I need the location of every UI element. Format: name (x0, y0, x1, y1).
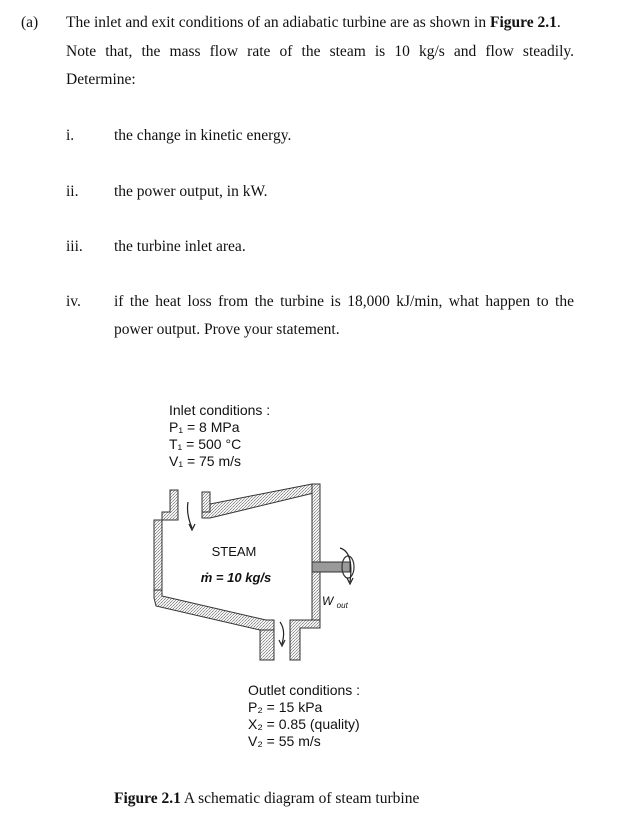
casing-left-wall (154, 520, 162, 590)
inlet-heading: Inlet conditions : (169, 402, 271, 418)
part-text-ii: the power output, in kW. (114, 183, 268, 200)
inlet-pressure: P₁ = 8 MPa (169, 419, 240, 435)
part-number-ii: ii. (66, 183, 79, 200)
work-symbol: W (322, 594, 334, 608)
part-text-iv-line-1: if the heat loss from the turbine is 18,000 kJ/min, what happen to the (114, 293, 574, 310)
inlet-temperature: T₁ = 500 °C (169, 436, 242, 452)
inlet-pipe-left-wall (162, 490, 178, 520)
outlet-pipe-left-wall (260, 630, 274, 660)
part-number-iii: iii. (66, 238, 83, 255)
work-output-label (322, 594, 349, 610)
question-label: (a) (21, 14, 39, 31)
turbine-diagram (140, 470, 380, 670)
mass-flow-label: ṁ = 10 kg/s (200, 570, 272, 585)
outlet-quality: X₂ = 0.85 (quality) (248, 716, 360, 732)
intro-line-2: Note that, the mass flow rate of the steam is 10 kg/s and flow steadily. (66, 43, 574, 60)
casing-top-wall (202, 484, 318, 518)
inlet-pipe-right-wall (202, 492, 210, 512)
part-text-i: the change in kinetic energy. (114, 127, 292, 144)
figure-caption (114, 790, 419, 808)
intro-line-1 (66, 14, 561, 32)
part-text-iv-line-2: power output. Prove your statement. (114, 321, 340, 338)
outlet-conditions (248, 682, 360, 750)
outlet-pipe-right-wall (290, 620, 320, 660)
casing-bottom-wall (154, 590, 274, 630)
output-shaft (312, 562, 350, 572)
intro-line-3: Determine: (66, 71, 136, 88)
outlet-velocity: V₂ = 55 m/s (248, 733, 321, 749)
outlet-pressure: P₂ = 15 kPa (248, 699, 323, 715)
inlet-velocity: V₁ = 75 m/s (169, 453, 242, 469)
steam-label: STEAM (211, 544, 257, 559)
inlet-conditions (169, 402, 270, 470)
outlet-flow-arrow (280, 622, 284, 644)
work-subscript: out (336, 601, 348, 610)
casing-right-wall (312, 484, 320, 620)
caption-text: A schematic diagram of steam turbine (180, 790, 420, 807)
outlet-heading: Outlet conditions : (248, 682, 361, 698)
part-number-iv: iv. (66, 293, 81, 310)
intro-line-1-pre: The inlet and exit conditions of an adiabatic turbine are as shown in (66, 14, 490, 31)
figure-reference: Figure 2.1 (489, 14, 557, 31)
caption-figure-ref: Figure 2.1 (114, 790, 181, 807)
part-number-i: i. (66, 127, 75, 144)
intro-line-1-post: . (556, 14, 561, 31)
part-text-iii: the turbine inlet area. (114, 238, 246, 255)
inlet-flow-arrow (188, 502, 193, 528)
